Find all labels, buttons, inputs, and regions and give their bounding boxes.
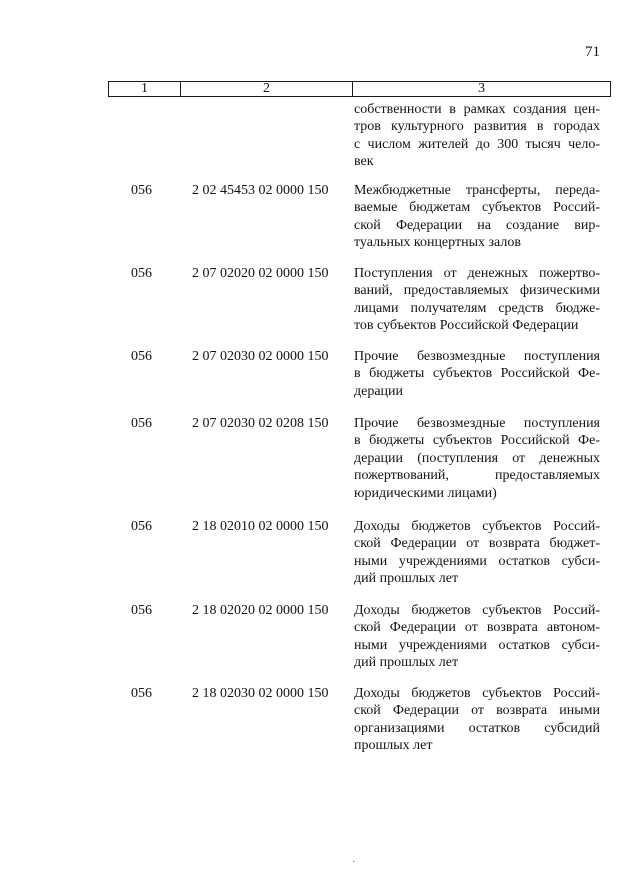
description-line: тров культурного развития в городах xyxy=(354,119,600,135)
income-code: 2 02 45453 02 0000 150 xyxy=(192,183,329,198)
description-line: ными учреждениями остатков субси- xyxy=(354,553,600,569)
row-description xyxy=(354,265,600,335)
admin-code: 056 xyxy=(131,266,152,281)
admin-code: 056 xyxy=(131,603,152,618)
description-line: Прочие безвозмездные поступления xyxy=(354,349,600,364)
description-line: ными учреждениями остатков субси- xyxy=(354,637,600,653)
description-line: Поступления от денежных пожертво- xyxy=(354,266,600,281)
income-code: 2 07 02020 02 0000 150 xyxy=(192,266,329,281)
description-line: дерации xyxy=(354,383,404,399)
description-line: дий прошлых лет xyxy=(354,571,459,587)
income-code: 2 18 02010 02 0000 150 xyxy=(192,519,329,534)
income-code: 2 18 02030 02 0000 150 xyxy=(192,686,329,701)
row-description xyxy=(354,348,600,400)
row-description xyxy=(354,182,600,252)
admin-code: 056 xyxy=(131,686,152,701)
column-header-table xyxy=(108,81,611,97)
continuation-description xyxy=(354,101,600,171)
description-line: Доходы бюджетов субъектов Россий- xyxy=(354,603,600,618)
description-line: с числом жителей до 300 тысяч чело- xyxy=(354,136,600,152)
admin-code: 056 xyxy=(131,519,152,534)
description-line: пожертвований, предоставляемых xyxy=(354,468,600,484)
row-description xyxy=(354,685,600,755)
description-line: век xyxy=(354,154,374,170)
description-line: ской Федерации от возврата автоном- xyxy=(354,620,600,636)
description-line: ваний, предоставляемых физическими xyxy=(354,283,600,299)
description-line: Прочие безвозмездные поступления xyxy=(354,416,600,431)
description-line: в бюджеты субъектов Российской Фе- xyxy=(354,433,600,449)
description-line: организациями остатков субсидий xyxy=(354,720,600,736)
description-line: Межбюджетные трансферты, переда- xyxy=(354,183,600,198)
description-line: ской Федерации на создание вир- xyxy=(354,217,600,233)
description-line: ваемые бюджетам субъектов Россий- xyxy=(354,200,600,216)
scan-speck: · xyxy=(352,857,356,868)
income-code: 2 07 02030 02 0208 150 xyxy=(192,416,329,431)
description-line: в бюджеты субъектов Российской Фе- xyxy=(354,366,600,382)
row-description xyxy=(354,415,600,502)
column-header-1: 1 xyxy=(109,82,181,97)
description-line: туальных концертных залов xyxy=(354,235,521,251)
page-number: 71 xyxy=(585,44,600,60)
description-line: Доходы бюджетов субъектов Россий- xyxy=(354,686,600,701)
description-line: дерации (поступления от денежных xyxy=(354,450,600,466)
admin-code: 056 xyxy=(131,349,152,364)
column-header-3: 3 xyxy=(353,82,611,97)
income-code: 2 07 02030 02 0000 150 xyxy=(192,349,329,364)
description-line: лицами получателям средств бюдже- xyxy=(354,300,600,316)
income-code: 2 18 02020 02 0000 150 xyxy=(192,603,329,618)
description-line: ской Федерации от возврата бюджет- xyxy=(354,536,600,552)
description-line: прошлых лет xyxy=(354,738,433,754)
row-description xyxy=(354,518,600,588)
description-line: собственности в рамках создания цен- xyxy=(354,102,600,117)
description-line: дий прошлых лет xyxy=(354,655,459,671)
row-description xyxy=(354,602,600,672)
admin-code: 056 xyxy=(131,183,152,198)
description-line: Доходы бюджетов субъектов Россий- xyxy=(354,519,600,534)
description-line: юридическими лицами) xyxy=(354,485,497,501)
admin-code: 056 xyxy=(131,416,152,431)
column-header-2: 2 xyxy=(181,82,353,97)
description-line: ской Федерации от возврата иными xyxy=(354,703,600,719)
description-line: тов субъектов Российской Федерации xyxy=(354,318,579,334)
